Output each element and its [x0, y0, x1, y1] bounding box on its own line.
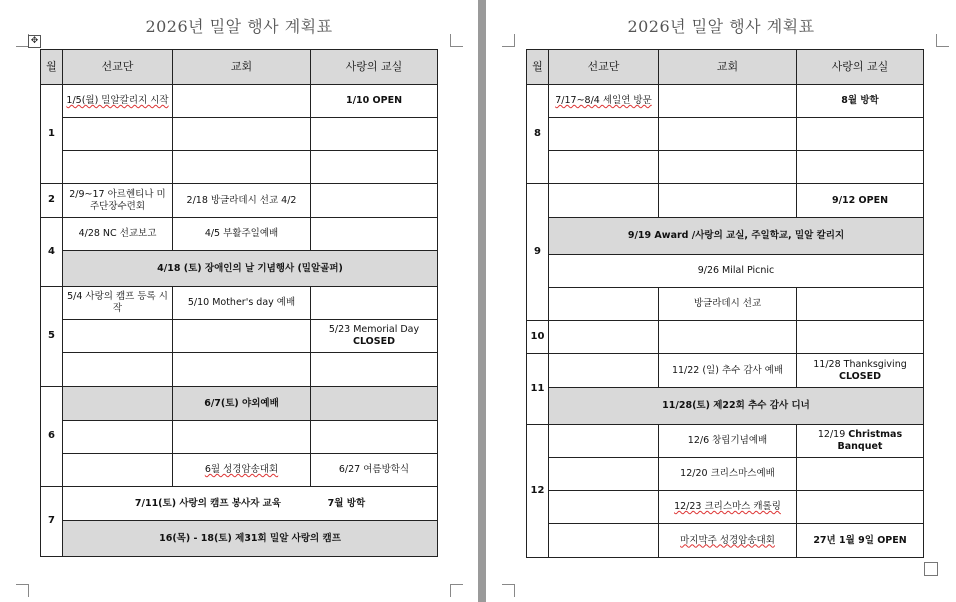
table-cell[interactable]	[63, 353, 173, 387]
table-row	[527, 85, 924, 118]
month-cell[interactable]: 2	[41, 184, 63, 218]
merged-event-cell[interactable]: 9/19 Award /사랑의 교실, 주일학교, 밀알 칼리지	[549, 218, 924, 255]
header-mission: 선교단	[549, 50, 659, 85]
cell-text: 1/5(월) 밀알칼리지 시작	[66, 95, 169, 107]
resize-handle-icon[interactable]	[924, 562, 938, 576]
table-cell[interactable]	[659, 184, 797, 218]
table-cell[interactable]	[659, 524, 797, 558]
table-cell[interactable]	[549, 321, 659, 354]
month-cell[interactable]: 7	[41, 487, 63, 557]
margin-mark-bottom-left	[16, 584, 29, 597]
cell-text: 11/28 Thanksgiving	[813, 358, 907, 370]
table-row	[41, 454, 438, 487]
table-move-handle-icon[interactable]: ✥	[28, 35, 41, 48]
cell-text: 6월 성경암송대회	[204, 464, 279, 476]
table-cell[interactable]	[797, 491, 924, 524]
header-month: 월	[41, 50, 63, 85]
month-cell[interactable]: 8	[527, 85, 549, 184]
margin-mark-bottom-left	[502, 584, 515, 597]
table-row	[41, 184, 438, 218]
table-cell[interactable]	[549, 118, 659, 151]
table-cell[interactable]	[311, 353, 438, 387]
table-cell[interactable]	[311, 387, 438, 421]
table-row	[41, 218, 438, 251]
table-cell[interactable]	[63, 387, 173, 421]
table-cell[interactable]	[63, 85, 173, 118]
table-cell[interactable]	[659, 321, 797, 354]
table-row	[527, 288, 924, 321]
table-row	[41, 118, 438, 151]
cell-text: 5/23 Memorial Day	[328, 324, 420, 336]
cell-text: 12/19	[817, 429, 849, 441]
table-row	[527, 218, 924, 255]
table-cell[interactable]: 2/18 방글라데시 선교 4/2	[173, 184, 311, 218]
table-cell[interactable]	[797, 354, 924, 388]
table-cell[interactable]: 1/10 OPEN	[311, 85, 438, 118]
table-row	[527, 118, 924, 151]
table-cell[interactable]	[63, 320, 173, 353]
table-row	[41, 320, 438, 353]
cell-text: 12/23 크리스마스 캐롤링	[674, 501, 781, 513]
table-cell[interactable]	[549, 151, 659, 184]
table-cell[interactable]: 12/6 창립기념예배	[659, 425, 797, 458]
table-cell[interactable]	[797, 151, 924, 184]
table-row	[41, 487, 438, 521]
table-cell[interactable]	[173, 353, 311, 387]
table-cell[interactable]: 5/4 사랑의 캠프 등록 시작	[63, 287, 173, 320]
header-church: 교회	[659, 50, 797, 85]
table-row	[527, 151, 924, 184]
table-cell[interactable]	[63, 454, 173, 487]
merged-event-cell[interactable]: 4/18 (토) 장애인의 날 기념행사 (밀알골퍼)	[63, 251, 438, 287]
table-row	[41, 421, 438, 454]
page-title: 2026년 밀알 행사 계획표	[627, 17, 815, 36]
table-cell[interactable]	[311, 151, 438, 184]
table-cell[interactable]	[173, 85, 311, 118]
table-row	[527, 491, 924, 524]
cell-text: 7월 방학	[327, 497, 366, 509]
table-cell[interactable]	[311, 118, 438, 151]
table-cell[interactable]	[63, 118, 173, 151]
header-love-class: 사랑의 교실	[311, 50, 438, 85]
table-row	[527, 321, 924, 354]
table-cell[interactable]	[173, 320, 311, 353]
table-row	[527, 184, 924, 218]
table-cell[interactable]	[797, 458, 924, 491]
table-row	[527, 458, 924, 491]
table-cell[interactable]	[173, 454, 311, 487]
header-month: 월	[527, 50, 549, 85]
table-cell[interactable]	[311, 184, 438, 218]
table-cell[interactable]	[797, 321, 924, 354]
table-cell[interactable]	[549, 354, 659, 388]
table-cell[interactable]	[173, 118, 311, 151]
table-row	[41, 287, 438, 320]
table-cell[interactable]	[549, 184, 659, 218]
merged-event-cell[interactable]: 11/28(토) 제22회 추수 감사 디너	[549, 388, 924, 425]
table-cell[interactable]	[311, 421, 438, 454]
header-mission: 선교단	[63, 50, 173, 85]
table-row	[527, 425, 924, 458]
merged-event-cell[interactable]: 16(목) - 18(토) 제31회 밀알 사랑의 캠프	[63, 521, 438, 557]
table-cell[interactable]: 8월 방학	[797, 85, 924, 118]
table-row	[41, 387, 438, 421]
table-cell[interactable]	[173, 151, 311, 184]
table-cell[interactable]	[659, 118, 797, 151]
table-cell[interactable]: 12/20 크리스마스예배	[659, 458, 797, 491]
month-cell[interactable]: 1	[41, 85, 63, 184]
header-love-class: 사랑의 교실	[797, 50, 924, 85]
table-cell[interactable]: 9/12 OPEN	[797, 184, 924, 218]
table-cell[interactable]	[311, 287, 438, 320]
table-cell[interactable]	[549, 491, 659, 524]
margin-mark-bottom-right	[450, 584, 463, 597]
merged-event-cell[interactable]	[63, 487, 438, 521]
table-row	[527, 255, 924, 288]
table-row	[41, 521, 438, 557]
table-cell[interactable]: 6/27 여름방학식	[311, 454, 438, 487]
cell-text-bold: CLOSED	[839, 370, 881, 382]
table-cell[interactable]	[63, 421, 173, 454]
table-cell[interactable]	[549, 425, 659, 458]
cell-text: 마지막주 성경암송대회	[680, 534, 775, 546]
table-row	[527, 354, 924, 388]
document-page-2	[486, 0, 956, 602]
merged-event-cell[interactable]: 9/26 Milal Picnic	[549, 255, 924, 288]
table-cell[interactable]	[63, 151, 173, 184]
table-cell[interactable]: 6/7(토) 야외예배	[173, 387, 311, 421]
event-table-page-2[interactable]	[526, 49, 924, 558]
header-row	[527, 50, 924, 85]
month-cell[interactable]: 5	[41, 287, 63, 387]
cell-text: 7/11(토) 사랑의 캠프 봉사자 교육	[134, 497, 282, 509]
cell-text: 7/17~8/4 세일연 방문	[555, 95, 652, 107]
header-row	[41, 50, 438, 85]
table-cell[interactable]	[549, 458, 659, 491]
month-cell[interactable]: 9	[527, 184, 549, 321]
table-cell[interactable]	[797, 288, 924, 321]
table-row	[41, 251, 438, 287]
table-row	[527, 524, 924, 558]
table-cell[interactable]: 방글라데시 선교	[659, 288, 797, 321]
table-cell[interactable]	[659, 151, 797, 184]
table-cell[interactable]: 2/9~17 아르헨티나 미주단장수련회	[63, 184, 173, 218]
table-row	[41, 353, 438, 387]
table-row	[527, 388, 924, 425]
month-cell[interactable]: 12	[527, 425, 549, 558]
month-cell[interactable]: 10	[527, 321, 549, 354]
month-cell[interactable]: 11	[527, 354, 549, 425]
table-cell[interactable]: 27년 1월 9일 OPEN	[797, 524, 924, 558]
table-cell[interactable]	[797, 118, 924, 151]
table-cell[interactable]	[549, 85, 659, 118]
month-cell[interactable]: 4	[41, 218, 63, 287]
table-cell[interactable]	[311, 218, 438, 251]
table-cell[interactable]	[549, 524, 659, 558]
table-cell[interactable]: 11/22 (일) 추수 감사 예배	[659, 354, 797, 388]
table-cell[interactable]	[549, 288, 659, 321]
table-cell[interactable]: 5/10 Mother's day 예배	[173, 287, 311, 320]
table-cell[interactable]	[659, 85, 797, 118]
table-cell[interactable]	[797, 425, 924, 458]
event-table-page-1[interactable]	[40, 49, 438, 557]
cell-text-bold: Christmas Banquet	[837, 429, 903, 452]
table-cell[interactable]: 4/28 NC 선교보고	[63, 218, 173, 251]
table-row	[41, 85, 438, 118]
cell-text-bold: CLOSED	[353, 336, 395, 347]
page-title: 2026년 밀알 행사 계획표	[145, 17, 333, 36]
table-cell[interactable]: 4/5 부활주일예배	[173, 218, 311, 251]
table-cell[interactable]	[659, 491, 797, 524]
table-cell[interactable]	[173, 421, 311, 454]
table-row	[41, 151, 438, 184]
header-church: 교회	[173, 50, 311, 85]
month-cell[interactable]: 6	[41, 387, 63, 487]
table-cell[interactable]	[311, 320, 438, 353]
